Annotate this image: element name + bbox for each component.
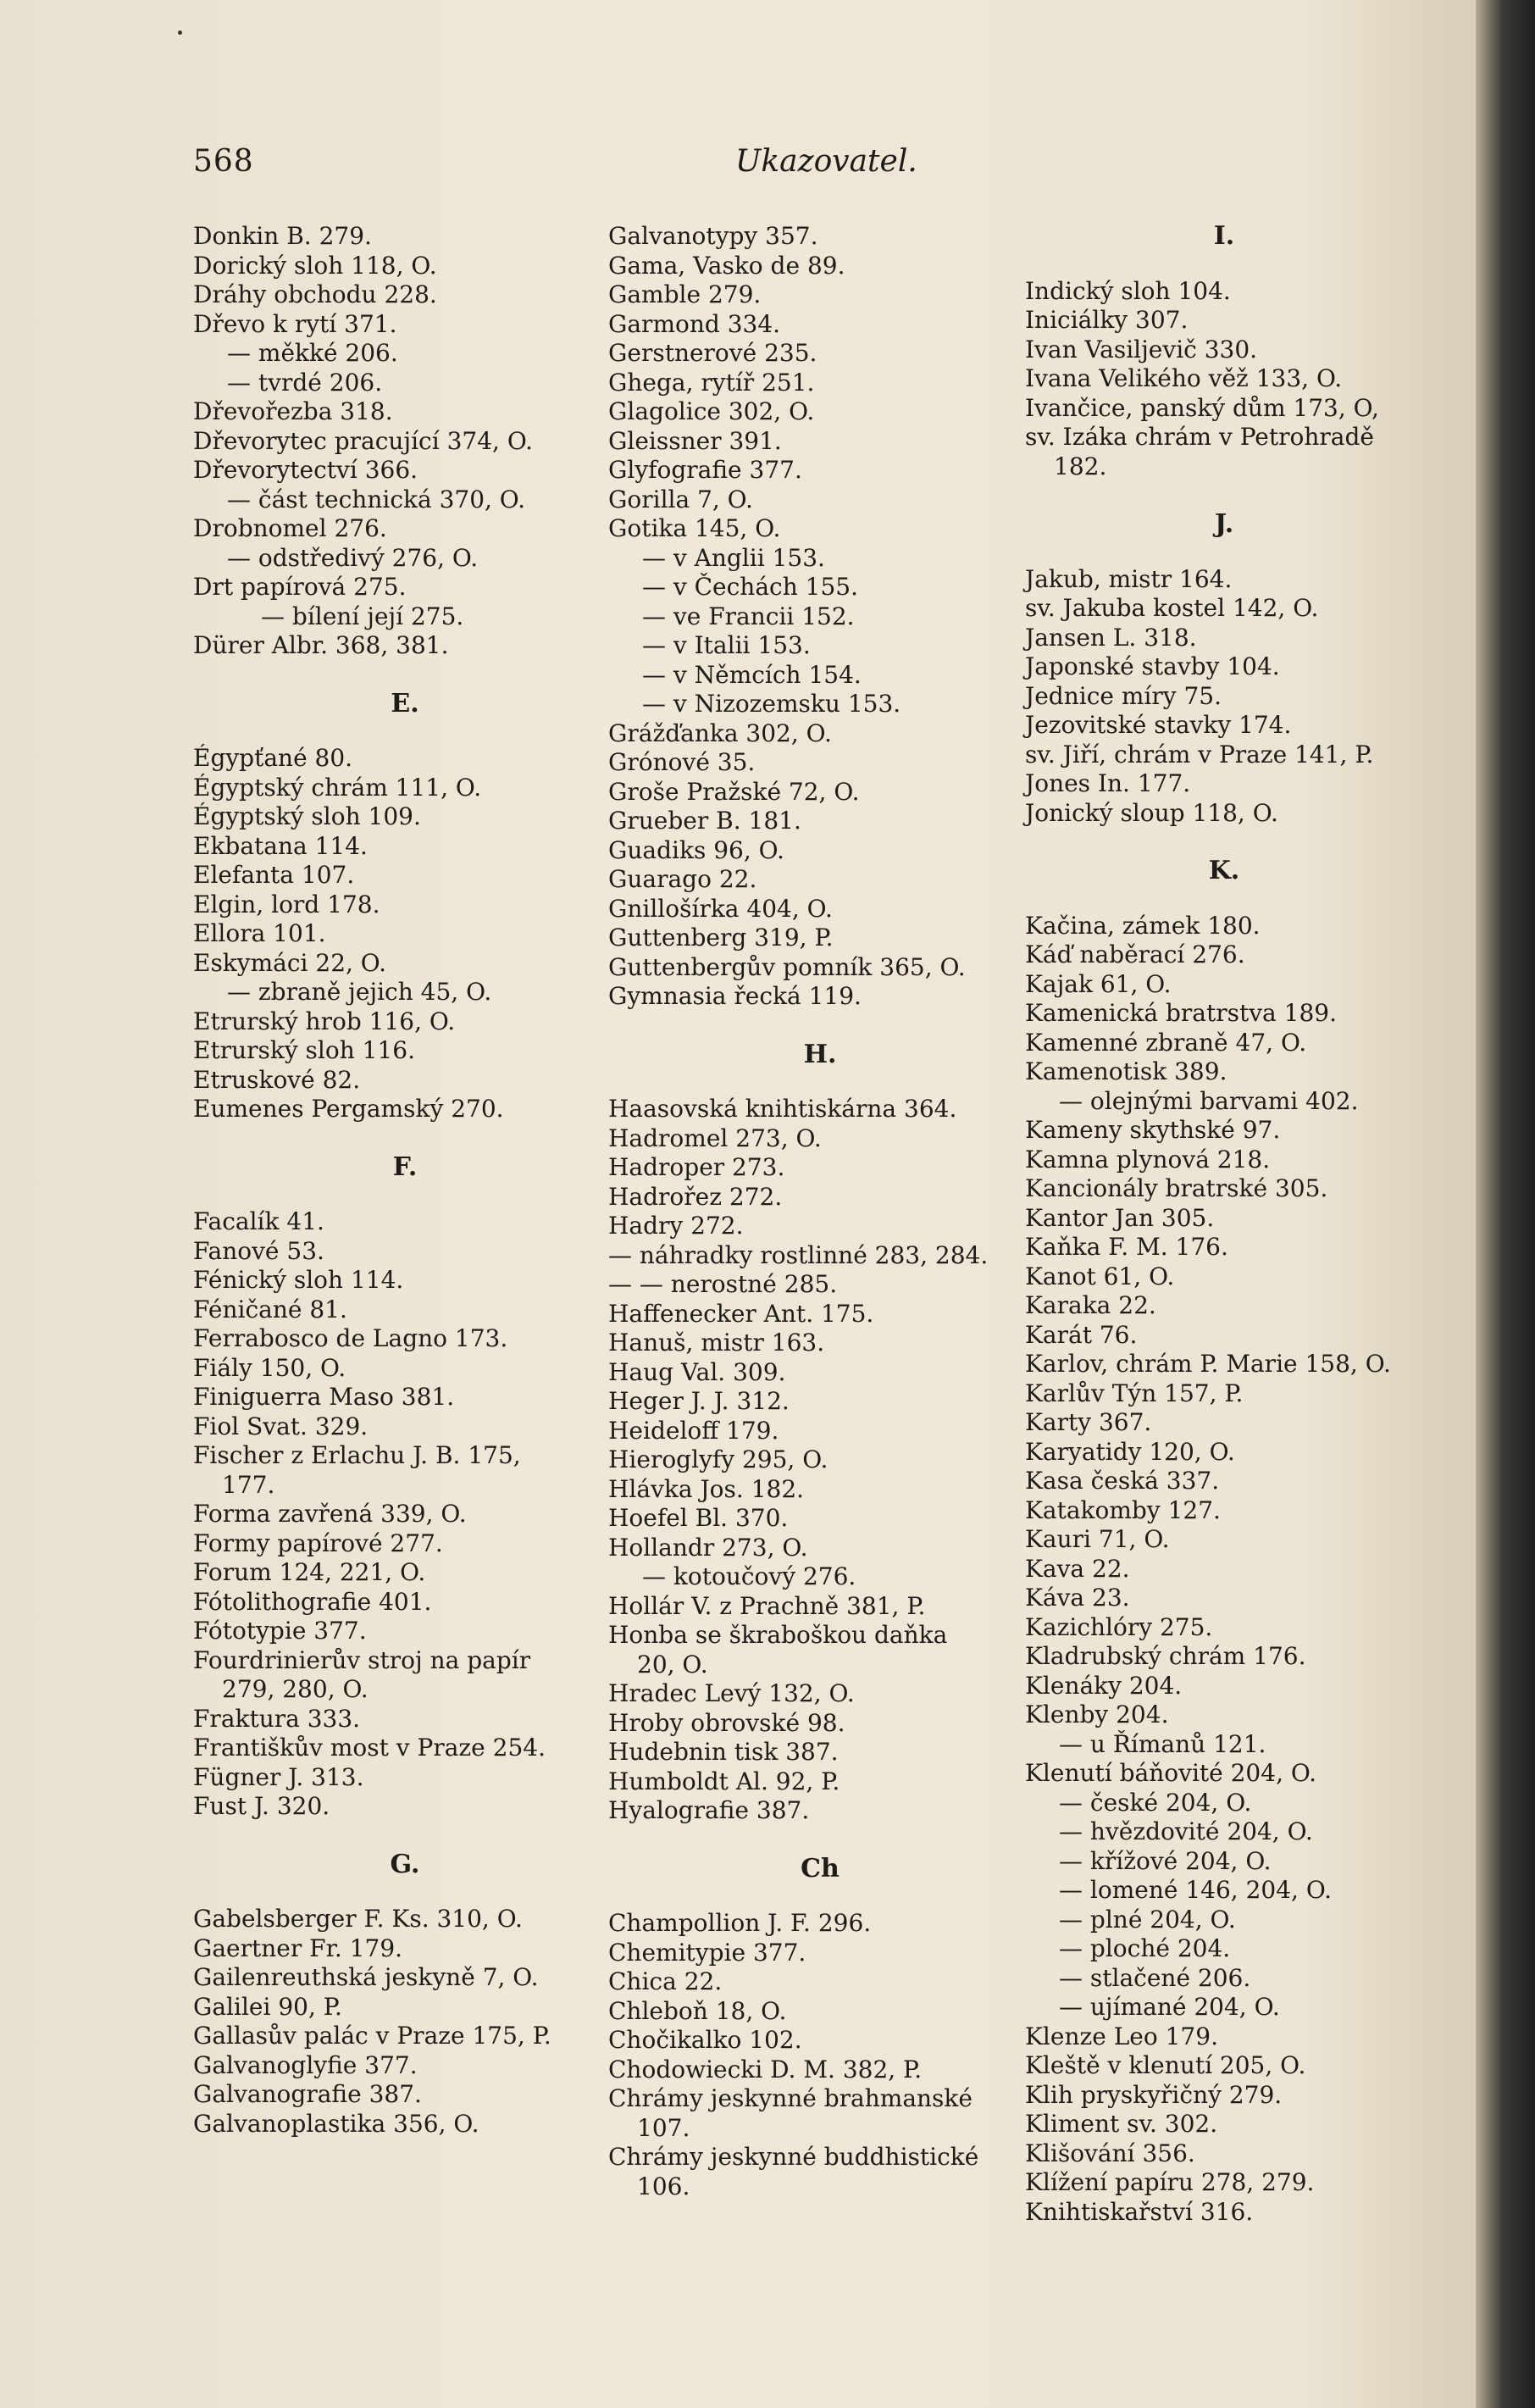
index-entry: Hanuš, mistr 163.	[608, 1329, 825, 1357]
index-entry: Dřevořezba 318.	[193, 397, 393, 425]
index-entry: Chleboň 18, O.	[608, 1996, 787, 2025]
index-entry: — u Římanů 121.	[1059, 1729, 1266, 1758]
index-entry: Fügner J. 313.	[193, 1762, 364, 1791]
index-entry: Fiály 150, O.	[193, 1353, 346, 1382]
index-entry: Guarago 22.	[608, 865, 757, 893]
index-entry: Drobnomel 276.	[193, 514, 387, 542]
index-entry: Fénický sloh 114.	[193, 1266, 404, 1294]
index-column-3	[1025, 222, 1423, 2227]
index-entry-continuation: 279, 280, O.	[222, 1675, 369, 1703]
index-entry: Jones In. 177.	[1025, 769, 1191, 797]
index-entry: Fourdrinierův stroj na papír	[193, 1645, 531, 1674]
section-heading: I.	[1213, 221, 1235, 251]
index-entry: — české 204, O.	[1059, 1788, 1252, 1817]
index-entry: Hollár V. z Prachně 381, P.	[608, 1591, 926, 1620]
index-entry: Dřevo k rytí 371.	[193, 309, 397, 338]
index-entry-continuation: 106.	[637, 2172, 690, 2200]
index-entry: Jakub, mistr 164.	[1025, 564, 1233, 593]
index-entry: Galvanotypy 357.	[608, 222, 818, 250]
index-entry: Kladrubský chrám 176.	[1025, 1642, 1306, 1670]
index-entry: Eumenes Pergamský 270.	[193, 1095, 504, 1123]
index-entry: Égyptský chrám 111, O.	[193, 773, 482, 802]
index-entry: Gailenreuthská jeskyně 7, O.	[193, 1963, 539, 1991]
index-entry: — lomené 146, 204, O.	[1059, 1876, 1333, 1904]
index-entry: Hlávka Jos. 182.	[608, 1474, 805, 1503]
index-entry: Kajak 61, O.	[1025, 969, 1172, 998]
index-entry: — bílení její 275.	[261, 602, 464, 630]
index-entry: Chrámy jeskynné brahmanské	[608, 2084, 973, 2112]
index-entry: Karyatidy 120, O.	[1025, 1437, 1235, 1466]
index-entry-continuation: 182.	[1054, 452, 1107, 480]
paper-speck	[178, 31, 182, 35]
index-entry-continuation: 107.	[637, 2113, 690, 2142]
index-entry: sv. Jakuba kostel 142, O.	[1025, 594, 1319, 622]
index-entry: Gama, Vasko de 89.	[608, 251, 845, 280]
index-entry: Kamenné zbraně 47, O.	[1025, 1028, 1307, 1057]
index-column-2	[608, 222, 1032, 2201]
index-entry: — zbraně jejich 45, O.	[227, 978, 492, 1006]
index-entry: — v Italii 153.	[642, 631, 811, 659]
index-entry: sv. Jiří, chrám v Praze 141, P.	[1025, 740, 1374, 768]
section-heading: F.	[392, 1151, 418, 1182]
index-entry: Klišování 356.	[1025, 2139, 1195, 2167]
index-entry: Iniciálky 307.	[1025, 306, 1189, 334]
index-entry: Kancionály bratrské 305.	[1025, 1174, 1328, 1202]
index-entry: Karaka 22.	[1025, 1291, 1156, 1319]
index-entry: — v Anglii 153.	[642, 543, 825, 572]
index-entry: — plné 204, O.	[1059, 1905, 1236, 1934]
index-entry: — hvězdovité 204, O.	[1059, 1817, 1313, 1845]
index-entry: Jansen L. 318.	[1025, 623, 1197, 652]
index-entry: Fótolithografie 401.	[193, 1587, 432, 1616]
index-entry: Ivančice, panský dům 173, O,	[1025, 393, 1379, 422]
index-entry: Gnillošírka 404, O.	[608, 894, 833, 923]
index-entry: Kliment sv. 302.	[1025, 2110, 1218, 2138]
index-entry: Etrurský sloh 116.	[193, 1036, 416, 1064]
index-entry: Fust J. 320.	[193, 1792, 330, 1820]
index-entry: Hradec Levý 132, O.	[608, 1679, 855, 1707]
index-entry: Dorický sloh 118, O.	[193, 251, 437, 280]
index-entry: Groše Pražské 72, O.	[608, 777, 860, 806]
index-entry: Kameny skythské 97.	[1025, 1116, 1281, 1144]
index-entry: Etrurský hrob 116, O.	[193, 1007, 456, 1035]
index-entry: Guttenbergův pomník 365, O.	[608, 952, 966, 981]
index-entry: Heideloff 179.	[608, 1416, 779, 1445]
index-entry: Kava 22.	[1025, 1554, 1130, 1583]
index-entry: Hadroper 273.	[608, 1153, 785, 1181]
index-entry: Elefanta 107.	[193, 861, 355, 889]
index-entry: Gaertner Fr. 179.	[193, 1934, 403, 1962]
index-entry: — stlačené 206.	[1059, 1963, 1251, 1992]
index-entry: Japonské stavby 104.	[1025, 652, 1280, 680]
index-entry: Hadromel 273, O.	[608, 1124, 822, 1152]
index-entry: Klížení papíru 278, 279.	[1025, 2168, 1315, 2196]
index-entry: Chica 22.	[608, 1967, 723, 1995]
index-entry: — olejnými barvami 402.	[1059, 1086, 1359, 1115]
index-entry: Galvanografie 387.	[193, 2080, 422, 2108]
index-entry: — v Čechách 155.	[642, 573, 858, 601]
index-entry: Kanot 61, O.	[1025, 1262, 1175, 1290]
index-entry: Káva 23.	[1025, 1584, 1130, 1612]
index-entry: Kazichlóry 275.	[1025, 1612, 1213, 1641]
section-heading: J.	[1214, 509, 1234, 539]
index-entry: Karty 367.	[1025, 1408, 1152, 1436]
index-entry: — — nerostné 285.	[608, 1270, 838, 1298]
book-spine-shadow	[1476, 0, 1535, 2408]
index-entry: Fanové 53.	[193, 1236, 324, 1265]
index-entry: Galvanoplastika 356, O.	[193, 2109, 479, 2138]
index-entry: — ploché 204.	[1059, 1934, 1231, 1962]
index-entry: — náhradky rostlinné 283, 284.	[608, 1240, 989, 1269]
index-entry: Kleště v klenutí 205, O.	[1025, 2051, 1306, 2079]
index-entry: Eskymáci 22, O.	[193, 948, 387, 977]
index-entry: Chodowiecki D. M. 382, P.	[608, 2055, 923, 2083]
running-title: Ukazovatel.	[735, 144, 917, 179]
index-entry: Gabelsberger F. Ks. 310, O.	[193, 1905, 523, 1933]
index-entry: Ivana Velikého věž 133, O.	[1025, 364, 1343, 392]
index-entry: Klenze Leo 179.	[1025, 2022, 1218, 2050]
index-entry: Galvanoglyfie 377.	[193, 2050, 418, 2079]
index-entry: — v Němcích 154.	[642, 660, 862, 689]
index-entry: Drt papírová 275.	[193, 573, 407, 601]
section-heading: G.	[390, 1849, 420, 1879]
index-entry: Hadry 272.	[608, 1212, 744, 1240]
index-entry: Knihtiskařství 316.	[1025, 2197, 1254, 2226]
index-entry: Grueber B. 181.	[608, 807, 801, 835]
index-entry: Gerstnerové 235.	[608, 339, 817, 367]
index-entry: — křížové 204, O.	[1059, 1846, 1272, 1875]
index-entry: Kauri 71, O.	[1025, 1525, 1170, 1553]
index-entry: Jezovitské stavky 174.	[1025, 711, 1292, 739]
index-entry: Kamna plynová 218.	[1025, 1145, 1271, 1173]
index-entry: Garmond 334.	[608, 309, 781, 338]
index-entry: Karlov, chrám P. Marie 158, O.	[1025, 1350, 1391, 1378]
index-entry: Chemitypie 377.	[608, 1938, 806, 1967]
index-entry: Haffenecker Ant. 175.	[608, 1299, 874, 1328]
index-entry: Formy papírové 277.	[193, 1529, 443, 1557]
index-entry: Finiguerra Maso 381.	[193, 1383, 455, 1411]
index-entry: Katakomby 127.	[1025, 1495, 1221, 1524]
index-entry: Glagolice 302, O.	[608, 397, 815, 425]
index-entry: — odstředivý 276, O.	[227, 543, 479, 572]
index-entry: — tvrdé 206.	[227, 368, 383, 397]
index-entry: Františkův most v Praze 254.	[193, 1734, 546, 1762]
index-entry: Gymnasia řecká 119.	[608, 982, 862, 1010]
index-entry: Humboldt Al. 92, P.	[608, 1767, 840, 1795]
index-entry: Klenutí báňovité 204, O.	[1025, 1759, 1317, 1787]
index-entry: Gallasův palác v Praze 175, P.	[193, 2022, 551, 2050]
index-entry: Etruskové 82.	[193, 1065, 361, 1094]
index-entry: Grónové 35.	[608, 748, 756, 776]
index-entry: Forum 124, 221, O.	[193, 1558, 426, 1586]
index-entry: Klih pryskyřičný 279.	[1025, 2080, 1283, 2109]
index-entry: Dürer Albr. 368, 381.	[193, 631, 449, 659]
index-entry: — ve Francii 152.	[642, 602, 855, 630]
index-entry: Kačina, zámek 180.	[1025, 911, 1261, 940]
index-entry: Galilei 90, P.	[193, 1992, 342, 2021]
index-entry: Haasovská knihtiskárna 364.	[608, 1095, 957, 1123]
index-entry: Fiol Svat. 329.	[193, 1412, 369, 1440]
page-header	[193, 144, 1447, 186]
index-entry: Kantor Jan 305.	[1025, 1203, 1215, 1232]
index-entry: Hollandr 273, O.	[608, 1533, 808, 1562]
index-entry: Forma zavřená 339, O.	[193, 1500, 467, 1528]
section-heading: Ch	[801, 1853, 840, 1884]
index-entry: Kamenotisk 389.	[1025, 1057, 1227, 1085]
index-entry-continuation: 20, O.	[637, 1650, 708, 1678]
index-entry: Égyptský sloh 109.	[193, 802, 421, 830]
section-heading: E.	[391, 688, 419, 719]
index-entry: Égypťané 80.	[193, 744, 353, 772]
index-column-1	[193, 222, 617, 2139]
index-entry: Klenáky 204.	[1025, 1671, 1183, 1700]
index-entry: Ghega, rytíř 251.	[608, 368, 815, 397]
section-heading: K.	[1208, 856, 1240, 885]
index-entry: Elgin, lord 178.	[193, 890, 380, 918]
index-entry: Karát 76.	[1025, 1320, 1138, 1349]
index-entry: Ellora 101.	[193, 919, 326, 947]
index-entry: Gotika 145, O.	[608, 514, 781, 542]
index-entry: Dráhy obchodu 228.	[193, 280, 437, 308]
index-entry: Chočikalko 102.	[608, 2026, 802, 2054]
index-entry: Ivan Vasiljevič 330.	[1025, 335, 1258, 363]
index-entry: Haug Val. 309.	[608, 1357, 786, 1386]
index-entry: Glyfografie 377.	[608, 456, 802, 484]
index-entry: Gorilla 7, O.	[608, 485, 753, 513]
index-entry: Ferrabosco de Lagno 173.	[193, 1324, 508, 1352]
index-entry: Kamenická bratrstva 189.	[1025, 999, 1337, 1027]
index-entry: Gamble 279.	[608, 280, 762, 308]
index-entry: Kasa česká 337.	[1025, 1467, 1220, 1495]
index-entry: Ekbatana 114.	[193, 831, 368, 860]
index-entry: Féničané 81.	[193, 1295, 347, 1323]
index-entry: Hoefel Bl. 370.	[608, 1504, 789, 1532]
index-entry: Hudebnin tisk 387.	[608, 1738, 839, 1766]
index-entry: Hieroglyfy 295, O.	[608, 1445, 828, 1473]
index-entry: — měkké 206.	[227, 339, 398, 367]
index-entry: Donkin B. 279.	[193, 222, 372, 250]
index-entry: Grážďanka 302, O.	[608, 719, 832, 747]
index-entry: Guadiks 96, O.	[608, 835, 784, 864]
index-entry: Gleissner 391.	[608, 426, 782, 455]
index-entry: Hroby obrovské 98.	[608, 1708, 845, 1737]
index-entry: Klenby 204.	[1025, 1701, 1169, 1728]
index-entry: Karlův Týn 157, P.	[1025, 1379, 1244, 1407]
index-entry: Heger J. J. 312.	[608, 1387, 790, 1415]
index-entry: Hadrořez 272.	[608, 1182, 783, 1211]
index-entry: Facalík 41.	[193, 1207, 324, 1235]
index-entry: — v Nizozemsku 153.	[642, 690, 901, 718]
page-number: 568	[193, 144, 254, 179]
index-entry: Fótotypie 377.	[193, 1617, 367, 1645]
index-entry: Champollion J. F. 296.	[608, 1909, 872, 1937]
index-entry: Fischer z Erlachu J. B. 175,	[193, 1441, 521, 1469]
index-entry-continuation: 177.	[222, 1470, 275, 1499]
index-entry: Hyalografie 387.	[608, 1796, 810, 1824]
index-entry: sv. Izáka chrám v Petrohradě	[1025, 423, 1374, 451]
index-entry: Jonický sloup 118, O.	[1025, 798, 1278, 827]
index-entry: Káď naběrací 276.	[1025, 940, 1245, 968]
section-heading: H.	[803, 1039, 837, 1069]
index-entry: Indický sloh 104.	[1025, 276, 1231, 305]
index-entry: — ujímané 204, O.	[1059, 1993, 1280, 2021]
index-entry: Dřevorytec pracující 374, O.	[193, 426, 534, 455]
index-entry: Kaňka F. M. 176.	[1025, 1233, 1228, 1261]
index-entry: Jednice míry 75.	[1025, 681, 1222, 710]
index-entry: — kotoučový 276.	[642, 1562, 856, 1590]
index-entry: — část technická 370, O.	[227, 485, 526, 513]
index-entry: Chrámy jeskynné buddhistické	[608, 2143, 979, 2171]
index-entry: Guttenberg 319, P.	[608, 924, 834, 952]
index-entry: Dřevorytectví 366.	[193, 456, 418, 484]
index-entry: Fraktura 333.	[193, 1704, 361, 1733]
index-entry: Honba se škraboškou daňka	[608, 1621, 948, 1649]
